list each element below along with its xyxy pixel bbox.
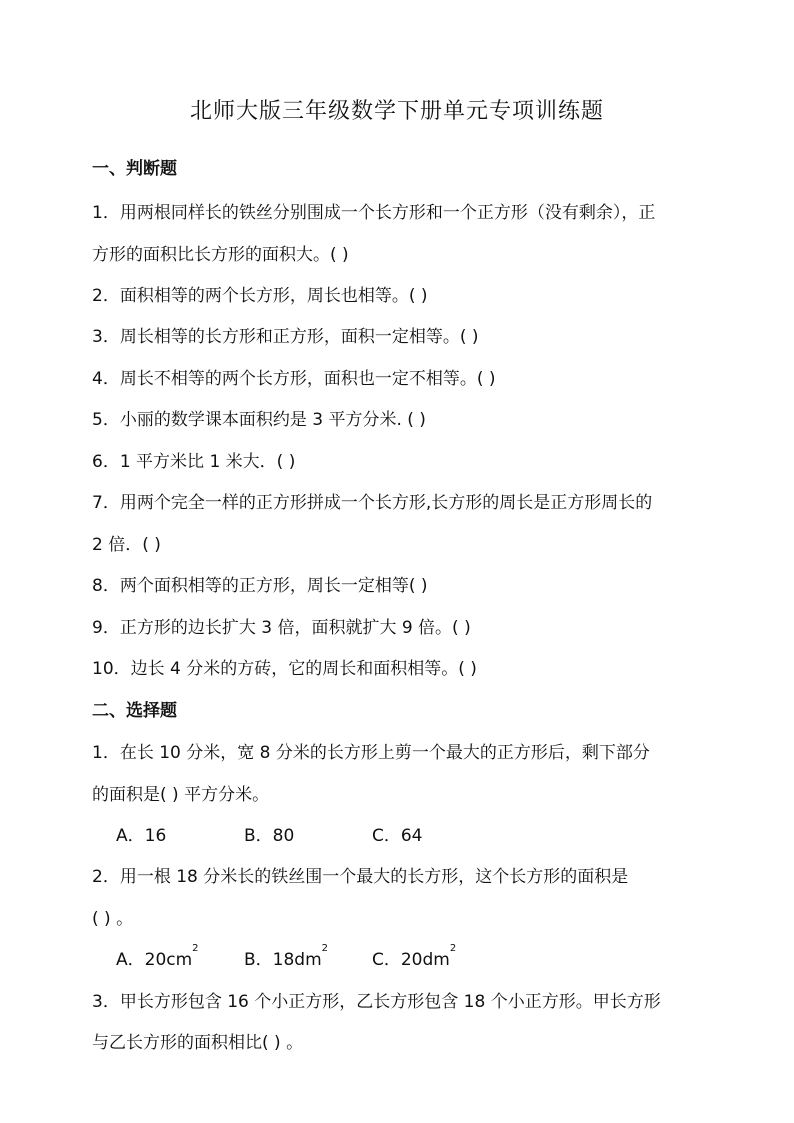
option-c-text: C．20dm [372, 950, 450, 970]
judge-line-6: 5．小丽的数学课本面积约是 3 平方分米. ( ) [92, 410, 426, 430]
choice-q3-line2: 与乙长方形的面积相比( ) 。 [92, 1033, 304, 1053]
section-heading-choice: 二、选择题 [92, 701, 177, 721]
choice-q1-line2: 的面积是( ) 平方分米。 [92, 785, 270, 805]
judge-line-2: 方形的面积比长方形的面积大。( ) [92, 245, 349, 265]
superscript-2: 2 [321, 943, 329, 954]
judge-line-11: 9．正方形的边长扩大 3 倍，面积就扩大 9 倍。( ) [92, 618, 471, 638]
judge-line-1: 1．用两根同样长的铁丝分别围成一个长方形和一个正方形（没有剩余），正 [92, 203, 656, 223]
option-a: A．16 [116, 826, 167, 846]
section-heading-judgment: 一、判断题 [92, 159, 177, 179]
choice-q2-line1: 2．用一根 18 分米长的铁丝围一个最大的长方形，这个长方形的面积是 [92, 867, 629, 887]
choice-q1-line1: 1．在长 10 分米，宽 8 分米的长方形上剪一个最大的正方形后，剩下部分 [92, 743, 650, 763]
choice-q2-line2: ( ) 。 [92, 909, 134, 929]
option-b-text: B．18dm [244, 950, 322, 970]
option-a-text: A．20cm [116, 950, 193, 970]
judge-line-7: 6．1 平方米比 1 米大．( ) [92, 452, 296, 472]
option-a [116, 945, 244, 970]
choice-q2-options [116, 945, 500, 970]
judge-line-3: 2．面积相等的两个长方形，周长也相等。( ) [92, 286, 428, 306]
judge-line-5: 4．周长不相等的两个长方形，面积也一定不相等。( ) [92, 369, 496, 389]
judge-line-10: 8．两个面积相等的正方形，周长一定相等( ) [92, 576, 428, 596]
choice-q3-line1: 3．甲长方形包含 16 个小正方形，乙长方形包含 18 个小正方形。甲长方形 [92, 992, 661, 1012]
choice-q1-options [116, 821, 500, 846]
option-c: C．64 [372, 826, 423, 846]
superscript-2: 2 [449, 943, 457, 954]
judge-line-4: 3．周长相等的长方形和正方形，面积一定相等。( ) [92, 327, 479, 347]
option-c [372, 945, 500, 970]
option-b [244, 945, 372, 970]
superscript-2: 2 [192, 943, 199, 954]
page-title: 北师大版三年级数学下册单元专项训练题 [189, 99, 604, 124]
option-b: B．80 [244, 826, 295, 846]
judge-line-8: 7．用两个完全一样的正方形拼成一个长方形,长方形的周长是正方形周长的 [92, 493, 653, 513]
judge-line-9: 2 倍．( ) [92, 535, 161, 555]
judge-line-12: 10．边长 4 分米的方砖，它的周长和面积相等。( ) [92, 659, 477, 679]
